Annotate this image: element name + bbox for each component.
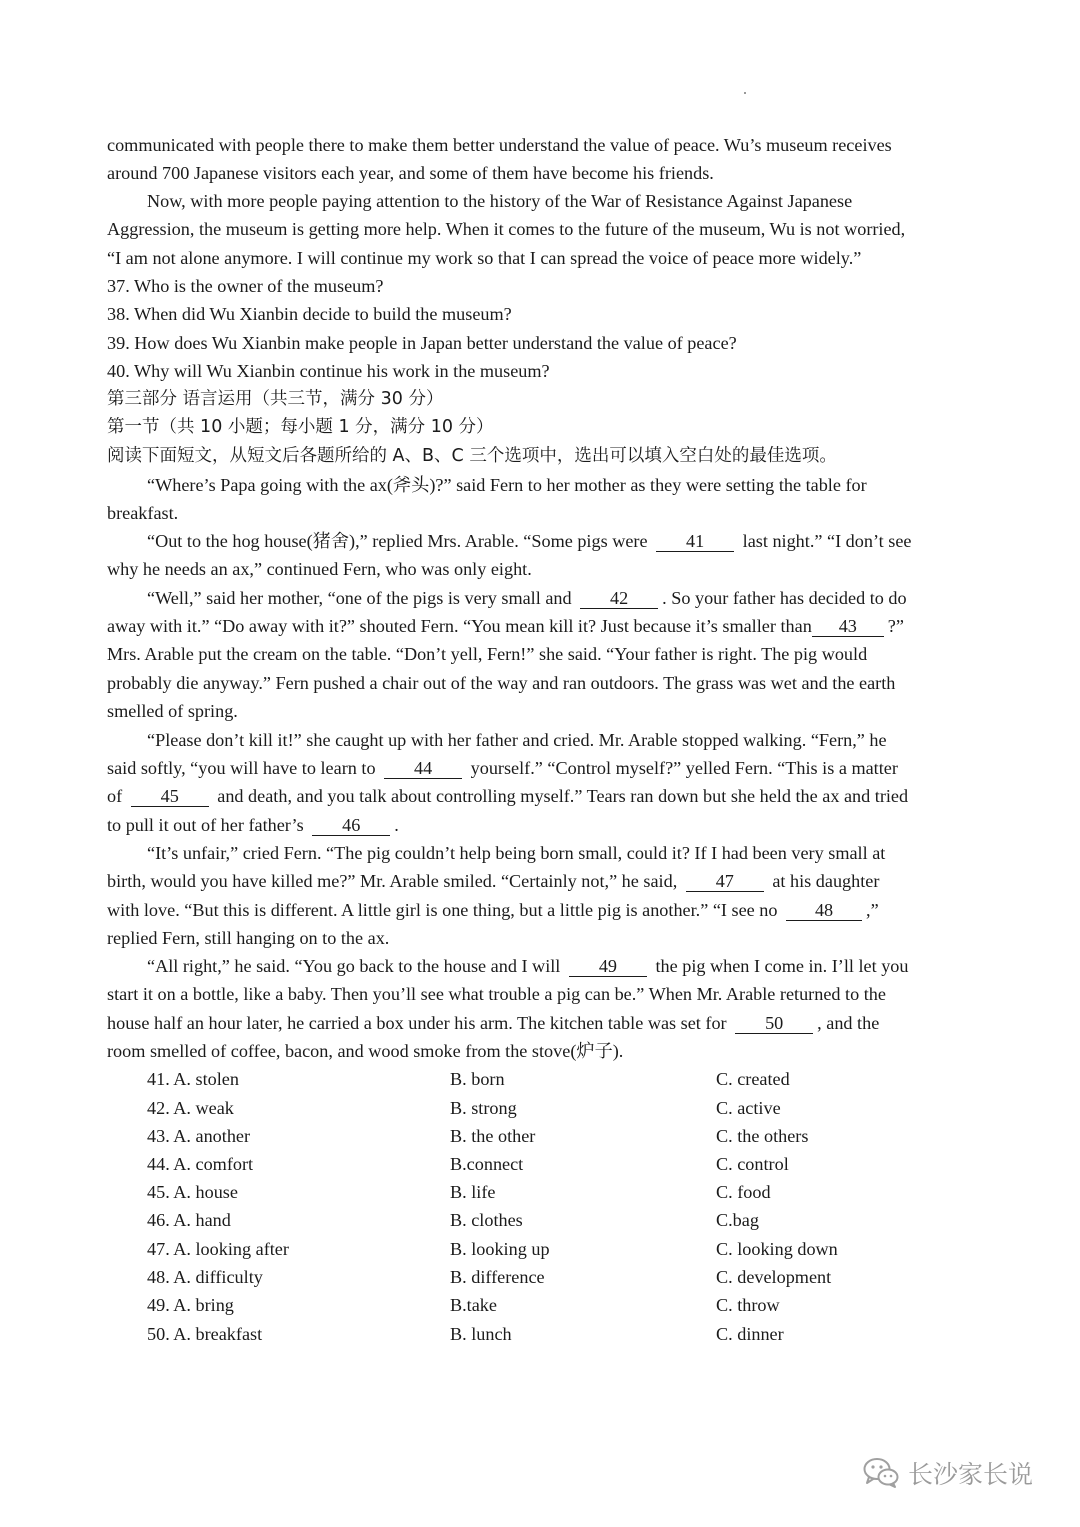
option-45-c: C. food: [716, 1182, 771, 1202]
option-41-c: C. created: [716, 1069, 790, 1089]
option-49-a: 49. A. bring: [147, 1295, 234, 1315]
question-38: 38. When did Wu Xianbin decide to build the museum?: [107, 304, 512, 324]
blank-48: 48: [786, 900, 862, 921]
wechat-icon: [862, 1456, 900, 1490]
option-45-a: 45. A. house: [147, 1182, 238, 1202]
passage-line: around 700 Japanese visitors each year, and some of them have become his friends.: [107, 163, 714, 183]
blank-47: 47: [686, 871, 764, 892]
cloze-line: birth, would you have killed me?” Mr. Arable smiled. “Certainly not,” he said, 47 at his daughter: [107, 871, 880, 891]
blank-43: 43: [812, 616, 884, 637]
passage-line: Now, with more people paying attention to the history of the War of Resistance Against Japanese: [147, 191, 853, 211]
cloze-line: breakfast.: [107, 503, 179, 523]
question-39: 39. How does Wu Xianbin make people in Japan better understand the value of peace?: [107, 333, 737, 353]
option-43-a: 43. A. another: [147, 1126, 251, 1146]
option-48-c: C. development: [716, 1267, 832, 1287]
option-42-b: B. strong: [450, 1098, 517, 1118]
option-47-c: C. looking down: [716, 1239, 838, 1259]
option-47-b: B. looking up: [450, 1239, 550, 1259]
cloze-line: start it on a bottle, like a baby. Then you’ll see what trouble a pig can be.” When Mr. Arable returned to the: [107, 984, 886, 1004]
blank-49: 49: [569, 956, 647, 977]
instructions: 阅读下面短文，从短文后各题所给的 A、B、C 三个选项中，选出可以填入空白处的最佳选项。: [107, 446, 837, 466]
option-41-b: B. born: [450, 1069, 505, 1089]
option-50-b: B. lunch: [450, 1324, 512, 1344]
cloze-line: “Well,” said her mother, “one of the pigs is very small and 42 . So your father has decided to do: [147, 588, 907, 608]
watermark: [862, 1453, 1033, 1493]
option-42-c: C. active: [716, 1098, 781, 1118]
blank-50: 50: [735, 1013, 813, 1034]
passage-line: Aggression, the museum is getting more help. When it comes to the future of the museum, Wu is not worried,: [107, 219, 906, 239]
option-45-b: B. life: [450, 1182, 496, 1202]
part-3-heading: 第三部分 语言运用（共三节，满分 30 分）: [107, 389, 444, 409]
cloze-line: said softly, “you will have to learn to 44 yourself.” “Control myself?” yelled Fern. “This is a matter: [107, 758, 898, 778]
option-42-a: 42. A. weak: [147, 1098, 234, 1118]
cloze-line: with love. “But this is different. A little girl is one thing, but a little pig is another.” “I see no 48 ,”: [107, 900, 879, 920]
cloze-line: to pull it out of her father’s 46 .: [107, 815, 399, 835]
option-44-c: C. control: [716, 1154, 789, 1174]
passage-line: “I am not alone anymore. I will continue my work so that I can spread the voice of peace more widely.”: [107, 248, 862, 268]
option-48-b: B. difference: [450, 1267, 545, 1287]
cloze-line: room smelled of coffee, bacon, and wood smoke from the stove(炉子).: [107, 1041, 624, 1061]
cloze-line: “Out to the hog house(猪舍),” replied Mrs. Arable. “Some pigs were 41 last night.” “I don’t see: [147, 531, 912, 551]
scan-dot: [744, 92, 746, 94]
cloze-line: of 45 and death, and you talk about controlling myself.” Tears ran down but she held the ax and tried: [107, 786, 909, 806]
cloze-line: “Where’s Papa going with the ax(斧头)?” said Fern to her mother as they were setting the table for: [147, 475, 867, 495]
option-50-c: C. dinner: [716, 1324, 784, 1344]
cloze-line: “All right,” he said. “You go back to the house and I will 49 the pig when I come in. I’ll let you: [147, 956, 909, 976]
cloze-line: smelled of spring.: [107, 701, 238, 721]
section-1-heading: 第一节（共 10 小题；每小题 1 分，满分 10 分）: [107, 417, 494, 437]
option-44-b: B.connect: [450, 1154, 524, 1174]
blank-46: 46: [312, 815, 390, 836]
option-49-b: B.take: [450, 1295, 497, 1315]
cloze-line: “It’s unfair,” cried Fern. “The pig couldn’t help being born small, could it? If I had been very small at: [147, 843, 886, 863]
blank-42: 42: [580, 588, 658, 609]
option-48-a: 48. A. difficulty: [147, 1267, 263, 1287]
option-44-a: 44. A. comfort: [147, 1154, 254, 1174]
question-37: 37. Who is the owner of the museum?: [107, 276, 384, 296]
cloze-line: probably die anyway.” Fern pushed a chair out of the way and ran outdoors. The grass was wet and the earth: [107, 673, 896, 693]
passage-line: communicated with people there to make them better understand the value of peace. Wu’s museum receives: [107, 135, 892, 155]
blank-44: 44: [384, 758, 462, 779]
option-46-c: C.bag: [716, 1210, 759, 1230]
option-49-c: C. throw: [716, 1295, 780, 1315]
cloze-line: Mrs. Arable put the cream on the table. “Don’t yell, Fern!” she said. “Your father is right. The pig would: [107, 644, 868, 664]
option-43-c: C. the others: [716, 1126, 809, 1146]
option-46-b: B. clothes: [450, 1210, 523, 1230]
cloze-line: “Please don’t kill it!” she caught up with her father and cried. Mr. Arable stopped walking. “Fern,” he: [147, 730, 887, 750]
option-50-a: 50. A. breakfast: [147, 1324, 263, 1344]
cloze-line: away with it.” “Do away with it?” shouted Fern. “You mean kill it? Just because it’s smaller than 43 ?”: [107, 616, 904, 636]
watermark-text: 长沙家长说: [908, 1460, 1034, 1489]
cloze-line: why he needs an ax,” continued Fern, who was only eight.: [107, 559, 532, 579]
option-41-a: 41. A. stolen: [147, 1069, 239, 1089]
option-43-b: B. the other: [450, 1126, 536, 1146]
cloze-line: house half an hour later, he carried a box under his arm. The kitchen table was set for 50 , and the: [107, 1013, 880, 1033]
cloze-line: replied Fern, still hanging on to the ax.: [107, 928, 390, 948]
blank-45: 45: [131, 786, 209, 807]
question-40: 40. Why will Wu Xianbin continue his work in the museum?: [107, 361, 550, 381]
blank-41: 41: [656, 531, 734, 552]
option-46-a: 46. A. hand: [147, 1210, 231, 1230]
option-47-a: 47. A. looking after: [147, 1239, 289, 1259]
